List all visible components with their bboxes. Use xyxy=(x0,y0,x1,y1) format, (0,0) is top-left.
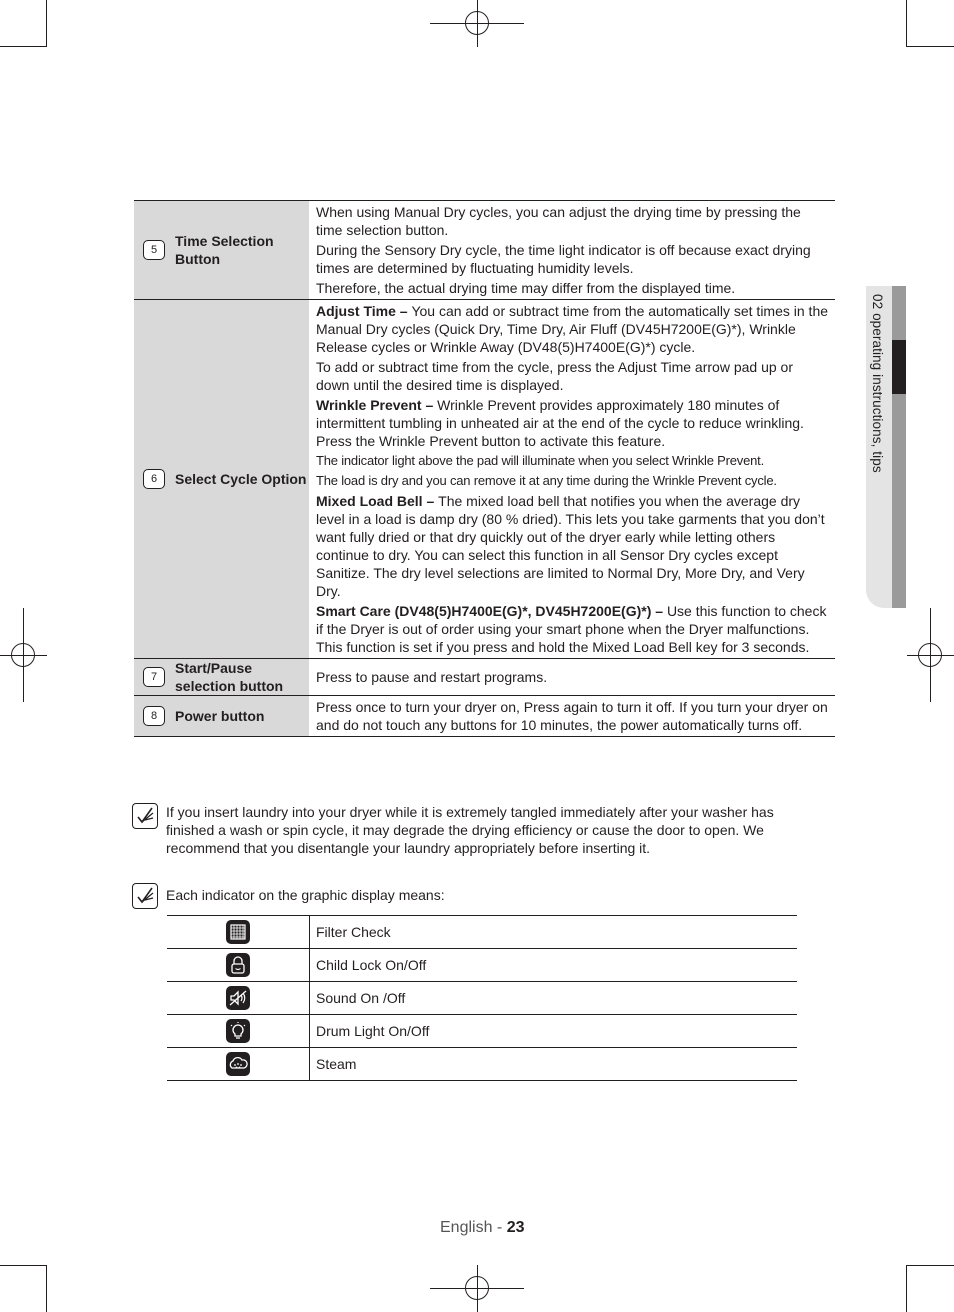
description-text: The mixed load bell that notifies you when the average dry level in a load is damp dry (80 % dried). This lets you take garments that you don’t want fully dried or that dry quickly out of the dryer early while letting others continue to dry. You can select this function in all Sensor Dry cycles except Sanitize. The dry level selections are limited to Normal Dry, More Dry, and Very Dry. xyxy=(316,493,825,599)
control-label-cell xyxy=(134,300,309,659)
indicator-icon-cell xyxy=(167,1048,310,1081)
description-paragraph xyxy=(316,602,829,656)
footer-language: English - xyxy=(440,1219,507,1236)
indicator-row xyxy=(167,949,797,982)
indicator-row xyxy=(167,1048,797,1081)
description-text: Use this function to check if the Dryer is out of order using your smart phone when the Dryer malfunctions. This function is set if you press and hold the Mixed Load Bell key for 3 seconds. xyxy=(316,603,827,655)
crop-mark xyxy=(907,1265,954,1266)
control-number-badge: 6 xyxy=(143,469,165,489)
description-text: When using Manual Dry cycles, you can adjust the drying time by pressing the time selection button. xyxy=(316,204,801,238)
filter-check-icon xyxy=(226,920,250,944)
indicator-label: Child Lock On/Off xyxy=(310,949,798,982)
control-description-cell xyxy=(309,201,835,300)
note-text: Each indicator on the graphic display means: xyxy=(166,887,445,903)
control-number-badge: 8 xyxy=(143,706,165,726)
control-name: Select Cycle Option xyxy=(175,471,307,487)
description-paragraph xyxy=(316,241,829,277)
indicator-row xyxy=(167,916,797,949)
chapter-tab-bar xyxy=(892,286,906,608)
note-pencil-icon xyxy=(132,883,158,909)
feature-name: Wrinkle Prevent – xyxy=(316,397,438,413)
sound-off-icon xyxy=(226,986,250,1010)
child-lock-icon xyxy=(226,953,250,977)
crop-mark xyxy=(46,0,47,47)
indicator-label: Steam xyxy=(310,1048,798,1081)
control-row xyxy=(134,300,835,659)
registration-circle xyxy=(465,1276,489,1300)
page-footer xyxy=(440,1219,525,1237)
crop-mark xyxy=(906,1265,907,1312)
indicator-icon-cell xyxy=(167,1015,310,1048)
description-text: Press to pause and restart programs. xyxy=(316,669,548,685)
crop-mark xyxy=(0,1265,47,1266)
description-text: Wrinkle Prevent provides approximately 180 minutes of intermittent tumbling in unheated air at the end of the cycle to reduce wrinkling. Press the Wrinkle Prevent button to activate this feature. xyxy=(316,397,804,449)
page-number: 23 xyxy=(506,1219,525,1236)
control-row xyxy=(134,659,835,696)
description-paragraph xyxy=(316,472,829,490)
description-paragraph xyxy=(316,396,829,450)
control-description-cell xyxy=(309,659,835,696)
control-label-cell xyxy=(134,201,309,300)
indicator-icon-cell xyxy=(167,949,310,982)
indicator-table xyxy=(167,915,797,1081)
description-paragraph xyxy=(316,203,829,239)
control-number-badge: 7 xyxy=(143,667,165,687)
crop-mark xyxy=(46,1265,47,1312)
control-label-cell xyxy=(134,696,309,737)
indicator-label: Drum Light On/Off xyxy=(310,1015,798,1048)
crop-mark xyxy=(906,0,907,47)
drum-light-icon xyxy=(226,1019,250,1043)
control-description-cell xyxy=(309,696,835,737)
registration-circle xyxy=(465,11,489,35)
description-text: You can add or subtract time from the automatically set times in the Manual Dry cycles (Quick Dry, Time Dry, Air Fluff (DV45H7200E(G)*), Wrinkle Release cycles or Wrinkle Away (DV48(5)H7400E(G)*) cycle. xyxy=(316,303,829,355)
feature-name: Smart Care (DV48(5)H7400E(G)*, DV45H7200E(G)*) – xyxy=(316,603,667,619)
indicator-icon-cell xyxy=(167,916,310,949)
control-description-cell xyxy=(309,300,835,659)
feature-name: Mixed Load Bell – xyxy=(316,493,439,509)
description-text: The load is dry and you can remove it at any time during the Wrinkle Prevent cycle. xyxy=(316,473,777,488)
control-name: Start/Pause selection button xyxy=(175,660,284,694)
description-paragraph xyxy=(316,668,829,686)
chapter-tab-label: 02 operating instructions, tips xyxy=(870,294,885,473)
feature-name: Adjust Time – xyxy=(316,303,412,319)
note-text: If you insert laundry into your dryer while it is extremely tangled immediately after your washer has finished a wash or spin cycle, it may degrade the drying efficiency or cause the door to open. We recommend that you disentangle your laundry appropriately before inserting it. xyxy=(166,804,774,856)
control-row xyxy=(134,696,835,737)
indicator-row xyxy=(167,1015,797,1048)
description-paragraph xyxy=(316,698,829,734)
indicator-label: Sound On /Off xyxy=(310,982,798,1015)
crop-mark xyxy=(0,46,47,47)
control-name: Power button xyxy=(175,708,265,724)
description-text: During the Sensory Dry cycle, the time light indicator is off because exact drying times are determined by fluctuating humidity levels. xyxy=(316,242,811,276)
crop-mark xyxy=(907,46,954,47)
indicator-icon-cell xyxy=(167,982,310,1015)
control-row xyxy=(134,201,835,300)
indicator-label: Filter Check xyxy=(310,916,798,949)
description-paragraph xyxy=(316,452,829,470)
description-paragraph xyxy=(316,302,829,356)
control-panel-table xyxy=(134,200,835,737)
description-text: To add or subtract time from the cycle, press the Adjust Time arrow pad up or down until the desired time is displayed. xyxy=(316,359,793,393)
description-paragraph xyxy=(316,279,829,297)
description-paragraph xyxy=(316,492,829,600)
registration-circle xyxy=(11,643,35,667)
control-label-cell xyxy=(134,659,309,696)
steam-icon xyxy=(226,1052,250,1076)
description-paragraph xyxy=(316,358,829,394)
description-text: Press once to turn your dryer on, Press again to turn it off. If you turn your dryer on and do not touch any buttons for 10 minutes, the power automatically turns off. xyxy=(316,699,828,733)
note-pencil-icon xyxy=(132,803,158,829)
control-number-badge: 5 xyxy=(143,240,165,260)
description-text: The indicator light above the pad will illuminate when you select Wrinkle Prevent. xyxy=(316,453,764,468)
indicator-row xyxy=(167,982,797,1015)
chapter-tab-marker xyxy=(892,340,906,394)
registration-circle xyxy=(918,643,942,667)
description-text: Therefore, the actual drying time may differ from the displayed time. xyxy=(316,280,736,296)
control-name: Time Selection Button xyxy=(175,233,274,267)
